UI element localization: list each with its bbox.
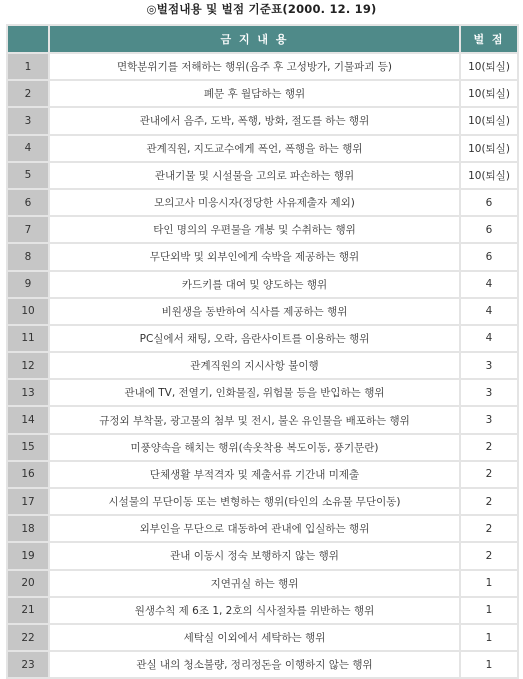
row-number: 4	[8, 136, 48, 161]
row-number: 8	[8, 244, 48, 269]
row-penalty: 1	[461, 625, 517, 650]
row-description: 비원생을 동반하여 식사를 제공하는 행위	[50, 299, 459, 324]
row-penalty: 1	[461, 652, 517, 677]
row-description: 세탁실 이외에서 세탁하는 행위	[50, 625, 459, 650]
table-row	[8, 190, 517, 215]
row-penalty: 10(퇴실)	[461, 54, 517, 79]
row-number: 2	[8, 81, 48, 106]
row-number: 21	[8, 598, 48, 623]
header-penalty-points: 벌 점	[461, 26, 517, 52]
table-row	[8, 489, 517, 514]
row-number: 9	[8, 272, 48, 297]
table-row	[8, 81, 517, 106]
row-description: 관내기물 및 시설물을 고의로 파손하는 행위	[50, 163, 459, 188]
table-row	[8, 625, 517, 650]
row-description: 폐문 후 월담하는 행위	[50, 81, 459, 106]
row-description: 모의고사 미응시자(정당한 사유제출자 제외)	[50, 190, 459, 215]
table-header-row	[8, 26, 517, 52]
row-description: 지연귀실 하는 행위	[50, 571, 459, 596]
table-row	[8, 353, 517, 378]
row-description: 미풍양속을 해치는 행위(속옷착용 복도이동, 풍기문란)	[50, 435, 459, 460]
header-number	[8, 26, 48, 52]
row-penalty: 2	[461, 543, 517, 568]
row-number: 10	[8, 299, 48, 324]
table-row	[8, 462, 517, 487]
row-penalty: 10(퇴실)	[461, 81, 517, 106]
row-number: 1	[8, 54, 48, 79]
row-number: 12	[8, 353, 48, 378]
row-number: 18	[8, 516, 48, 541]
row-number: 20	[8, 571, 48, 596]
row-description: 관내에서 음주, 도박, 폭행, 방화, 절도를 하는 행위	[50, 108, 459, 133]
row-number: 11	[8, 326, 48, 351]
row-penalty: 6	[461, 190, 517, 215]
header-prohibited-content: 금 지 내 용	[50, 26, 459, 52]
table-row	[8, 163, 517, 188]
row-number: 5	[8, 163, 48, 188]
row-number: 7	[8, 217, 48, 242]
row-description: PC실에서 채팅, 오락, 음란사이트를 이용하는 행위	[50, 326, 459, 351]
row-penalty: 1	[461, 571, 517, 596]
table-row	[8, 136, 517, 161]
table-row	[8, 598, 517, 623]
row-number: 22	[8, 625, 48, 650]
row-penalty: 2	[461, 516, 517, 541]
row-number: 3	[8, 108, 48, 133]
row-description: 카드키를 대여 및 양도하는 행위	[50, 272, 459, 297]
row-description: 면학분위기를 저해하는 행위(음주 후 고성방가, 기물파괴 등)	[50, 54, 459, 79]
row-description: 관계직원의 지시사항 불이행	[50, 353, 459, 378]
row-penalty: 2	[461, 462, 517, 487]
row-number: 14	[8, 407, 48, 432]
table-row	[8, 272, 517, 297]
row-description: 무단외박 및 외부인에게 숙박을 제공하는 행위	[50, 244, 459, 269]
penalty-table	[6, 24, 519, 679]
row-description: 타인 명의의 우편물을 개봉 및 수취하는 행위	[50, 217, 459, 242]
row-penalty: 2	[461, 435, 517, 460]
table-row	[8, 380, 517, 405]
table-row	[8, 652, 517, 677]
table-row	[8, 299, 517, 324]
row-number: 6	[8, 190, 48, 215]
table-row	[8, 217, 517, 242]
table-row	[8, 244, 517, 269]
table-row	[8, 571, 517, 596]
row-penalty: 4	[461, 326, 517, 351]
row-penalty: 10(퇴실)	[461, 108, 517, 133]
row-description: 관실 내의 청소불량, 정리정돈을 이행하지 않는 행위	[50, 652, 459, 677]
row-penalty: 4	[461, 299, 517, 324]
row-penalty: 3	[461, 407, 517, 432]
row-penalty: 2	[461, 489, 517, 514]
row-penalty: 3	[461, 380, 517, 405]
row-description: 단체생활 부적격자 및 제출서류 기간내 미제출	[50, 462, 459, 487]
row-description: 관계직원, 지도교수에게 폭언, 폭행을 하는 행위	[50, 136, 459, 161]
table-row	[8, 326, 517, 351]
row-number: 16	[8, 462, 48, 487]
row-number: 17	[8, 489, 48, 514]
row-penalty: 4	[461, 272, 517, 297]
row-description: 원생수칙 제 6조 1, 2호의 식사절차를 위반하는 행위	[50, 598, 459, 623]
row-description: 시설물의 무단이동 또는 변형하는 행위(타인의 소유물 무단이동)	[50, 489, 459, 514]
row-description: 관내에 TV, 전열기, 인화물질, 위험물 등을 반입하는 행위	[50, 380, 459, 405]
row-description: 규정외 부착물, 광고물의 첨부 및 전시, 불온 유인물을 배포하는 행위	[50, 407, 459, 432]
row-penalty: 3	[461, 353, 517, 378]
row-penalty: 10(퇴실)	[461, 163, 517, 188]
table-row	[8, 516, 517, 541]
row-number: 19	[8, 543, 48, 568]
row-penalty: 10(퇴실)	[461, 136, 517, 161]
row-number: 13	[8, 380, 48, 405]
row-penalty: 1	[461, 598, 517, 623]
row-number: 23	[8, 652, 48, 677]
row-description: 외부인을 무단으로 대동하여 관내에 입실하는 행위	[50, 516, 459, 541]
row-penalty: 6	[461, 217, 517, 242]
row-penalty: 6	[461, 244, 517, 269]
table-row	[8, 407, 517, 432]
table-row	[8, 108, 517, 133]
row-number: 15	[8, 435, 48, 460]
row-description: 관내 이동시 정숙 보행하지 않는 행위	[50, 543, 459, 568]
table-row	[8, 543, 517, 568]
page-title: ◎벌점내용 및 벌점 기준표(2000. 12. 19)	[146, 2, 377, 16]
table-row	[8, 54, 517, 79]
table-row	[8, 435, 517, 460]
